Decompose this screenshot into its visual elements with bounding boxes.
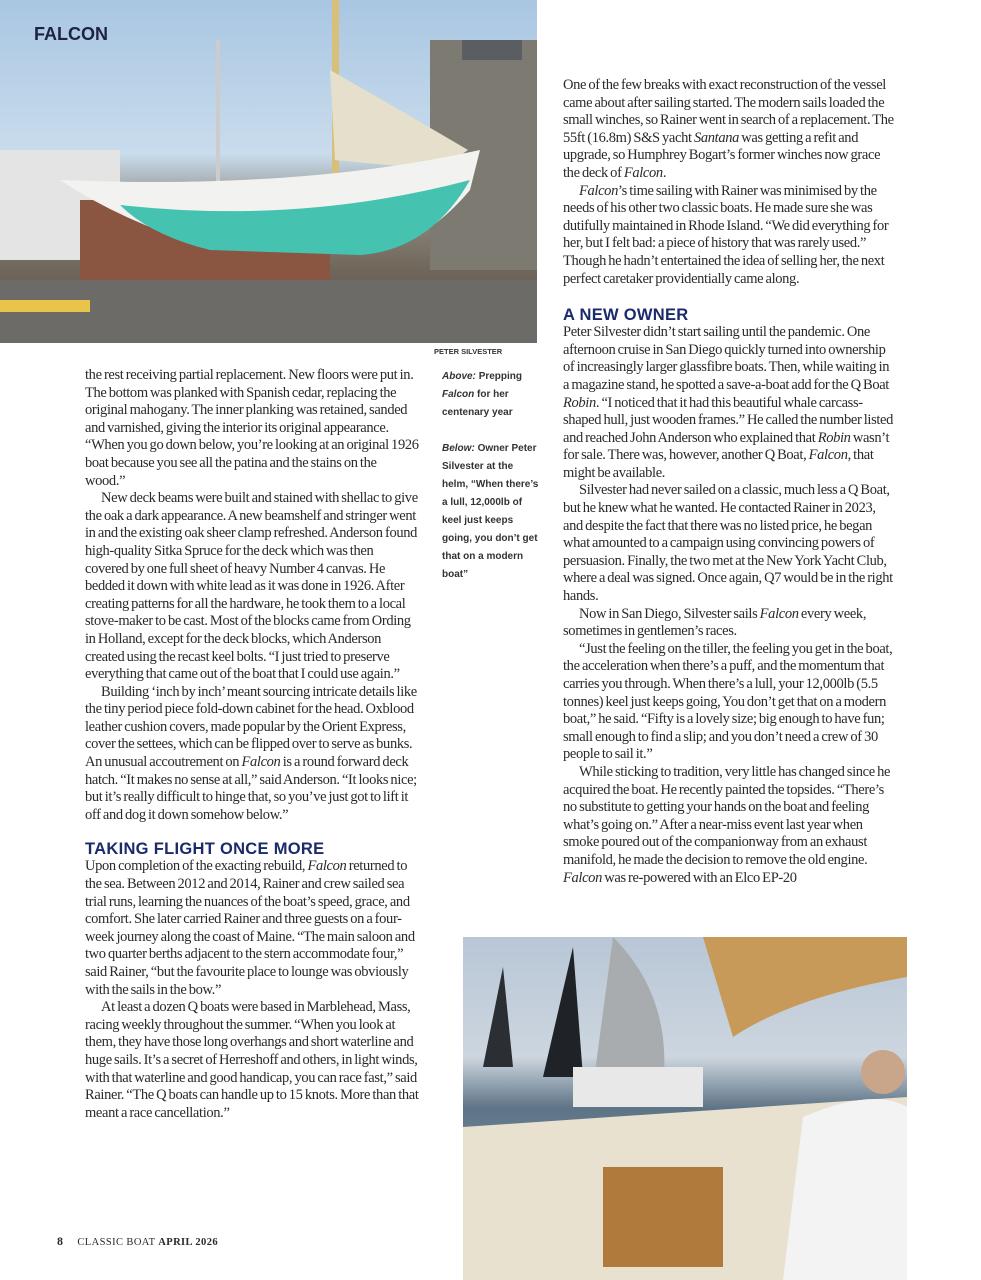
photo-owner-at-helm bbox=[463, 937, 907, 1280]
body-text: Silvester had never sailed on a classic, much less a Q Boat, but he knew what he wanted. He contacted Rainer in 2023, and despite the fact that there was no listed price, he began what amounted to a campaign using convincing powers of persuasion. Finally, the two met at the New York Yacht Club, where a deal was signed. Once again, Q7 would be in the right hands. bbox=[563, 482, 893, 605]
caption-label: Below: bbox=[442, 443, 475, 454]
body-paragraph bbox=[85, 858, 419, 999]
body-paragraph bbox=[85, 490, 419, 684]
right-column bbox=[563, 77, 895, 887]
body-text: is a round forward deck hatch. “It makes no sense at all,” said Anderson. “It looks nice; but it’s really difficult to hinge that, so you’ve just got to lift it off and dog it down somehow below.” bbox=[85, 754, 417, 823]
body-text: , that might be available. bbox=[563, 447, 874, 481]
body-text: Upon completion of the exacting rebuild, bbox=[85, 858, 308, 875]
body-text: . bbox=[662, 164, 667, 181]
body-text: . “I noticed that it had this beautiful whale carcass-shaped hull, just wooden frames.” He called the number listed and reached John Anderson who explained that bbox=[563, 394, 894, 446]
photo-captions bbox=[442, 368, 542, 584]
italic-text: Falcon bbox=[241, 754, 281, 771]
body-paragraph bbox=[563, 764, 895, 887]
body-text: At least a dozen Q boats were based in Marblehead, Mass, racing weekly throughout the summer. “When you look at them, they have those long overhangs and short waterline and huge sails. It’s a secret of Herreshoff and others, in light winds, with that waterline and good handicap, you can race fast,” said Rainer. “The Q boats can handle up to 15 knots. More than that meant a race cancellation.” bbox=[85, 999, 419, 1121]
body-text: every week, sometimes in gentlemen’s races. bbox=[563, 605, 867, 640]
body-paragraph bbox=[85, 367, 419, 490]
caption-label: Above: bbox=[442, 371, 476, 382]
caption-text: Owner Peter Silvester at the helm, “When there’s a lull, 12,000lb of keel just keeps going, you don’t get that on a modern boat” bbox=[442, 443, 539, 580]
page-number: 8 bbox=[57, 1234, 64, 1248]
left-column bbox=[85, 367, 419, 1122]
caption-above bbox=[442, 368, 542, 422]
italic-text: Falcon bbox=[808, 447, 848, 464]
heading-taking-flight: TAKING FLIGHT ONCE MORE bbox=[85, 840, 325, 859]
body-paragraph bbox=[563, 183, 895, 289]
body-paragraph bbox=[563, 482, 895, 605]
sailing-scene-illustration bbox=[463, 937, 907, 1280]
issue-date: APRIL 2026 bbox=[158, 1237, 218, 1248]
magazine-name: CLASSIC BOAT bbox=[77, 1237, 156, 1248]
caption-text: Prepping bbox=[478, 371, 523, 382]
body-text: One of the few breaks with exact reconstruction of the vessel came about after sailing started. The modern sails loaded the small winches, so Rainer went in search of a replacement. The 55ft (16.8m) S&S yacht bbox=[563, 77, 894, 146]
body-text: was re-powered with an Elco EP-20 bbox=[601, 869, 797, 886]
italic-text: Santana bbox=[693, 129, 740, 146]
heading-new-owner: A NEW OWNER bbox=[563, 306, 689, 325]
body-text: was getting a refit and upgrade, so Humphrey Bogart’s former winches now grace the deck of bbox=[563, 129, 881, 181]
body-text: the rest receiving partial replacement. New floors were put in. The bottom was planked with Spanish cedar, replacing the original mahogany. The inner planking was retained, sanded and varnished, giving the interior its original appearance. “When you go down below, you’re looking at an original 1926 boat because you see all the patina and the stains on the wood.” bbox=[85, 367, 419, 489]
caption-text: for her centenary year bbox=[442, 389, 513, 418]
body-text: Building ‘inch by inch’ meant sourcing intricate details like the tiny period piece fold-down cabinet for the head. Oxblood leather cushion covers, made popular by the Orient Express, cover the settees, which can be flipped over to serve as bunks. An unusual accoutrement on bbox=[85, 683, 417, 771]
body-text: “Just the feeling on the tiller, the feeling you get in the boat, the acceleration when there’s a puff, and the momentum that carries you through. When there’s a lull, your 12,000lb (5.5 tonnes) keel just keeps going, You don’t get that on a modern boat,” he said. “Fifty is a lovely size; big enough to have fun; small enough to find a slip; and you don’t need a crew of 30 people to sail it.” bbox=[563, 640, 893, 763]
body-text: Now in San Diego, Silvester sails bbox=[579, 605, 760, 622]
body-paragraph bbox=[563, 641, 895, 764]
boat-hull-illustration bbox=[0, 0, 537, 343]
body-text: New deck beams were built and stained with shellac to give the oak a dark appearance. A new beamshelf and stringer went in and the existing oak sheer clamp refreshed. Anderson found high-quality Sitka Spruce for the deck which was then covered by one full sheet of heavy Number 4 canvas. He bedded it down with white lead as it was done in 1926. After creating patterns for all the hardware, he took them to a local stove-maker to be cast. Most of the blocks came from Ording in Holland, except for the deck blocks, which Anderson created using the recast keel bolts. “I just tried to preserve everything that came out of the boat that I could use again.” bbox=[85, 490, 418, 683]
italic-text: Falcon bbox=[579, 182, 618, 199]
caption-below bbox=[442, 440, 542, 584]
photo-falcon-hull-in-yard bbox=[0, 0, 537, 343]
body-text: ’s time sailing with Rainer was minimised by the needs of his other two classic boats. He made sure she was dutifully maintained in Rhode Island. “We did everything for her, but I felt bad: a piece of history that was rarely used.” Though he hadn’t entertained the idea of selling her, the next perfect caretaker providentially came along. bbox=[563, 182, 889, 287]
body-text: returned to the sea. Between 2012 and 2014, Rainer and crew sailed sea trial runs, learning the nuances of the boat’s speed, grace, and comfort. She later carried Rainer and three guests on a four-week journey along the coast of Maine. “The main saloon and two quarter berths adjacent to the stern accommodate four,” said Rainer, “but the favourite place to lounge was obviously with the sails in the bow.” bbox=[85, 858, 415, 998]
body-paragraph bbox=[85, 684, 419, 825]
body-paragraph bbox=[563, 606, 895, 641]
body-paragraph bbox=[563, 324, 895, 482]
italic-text: Falcon bbox=[307, 858, 347, 875]
italic-text: Robin bbox=[563, 394, 596, 411]
photo-credit: PETER SILVESTER bbox=[434, 347, 503, 356]
body-paragraph bbox=[563, 77, 895, 183]
caption-italic: Falcon bbox=[442, 389, 475, 400]
body-paragraph bbox=[85, 999, 419, 1122]
page-footer bbox=[57, 1234, 232, 1249]
body-text: Peter Silvester didn’t start sailing until the pandemic. One afternoon cruise in San Diego quickly turned into ownership of increasingly larger glassfibre boats. Then, while waiting in a magazine stand, he spotted a save-a-boat add for the Q Boat bbox=[563, 324, 890, 393]
body-text: While sticking to tradition, very little has changed since he acquired the boat. He recently painted the topsides. “There’s no substitute to getting your hands on the boat and feeling what’s going on.” After a near-miss event last year when smoke poured out of the companionway from an exhaust manifold, he made the decision to remove the old engine. bbox=[563, 763, 891, 868]
italic-text: Falcon bbox=[623, 164, 663, 181]
italic-text: Robin bbox=[817, 429, 851, 446]
section-tag: FALCON bbox=[34, 24, 108, 44]
body-text: wasn’t for sale. There was, however, another Q Boat, bbox=[563, 429, 890, 464]
italic-text: Falcon bbox=[563, 869, 602, 886]
italic-text: Falcon bbox=[759, 605, 799, 622]
